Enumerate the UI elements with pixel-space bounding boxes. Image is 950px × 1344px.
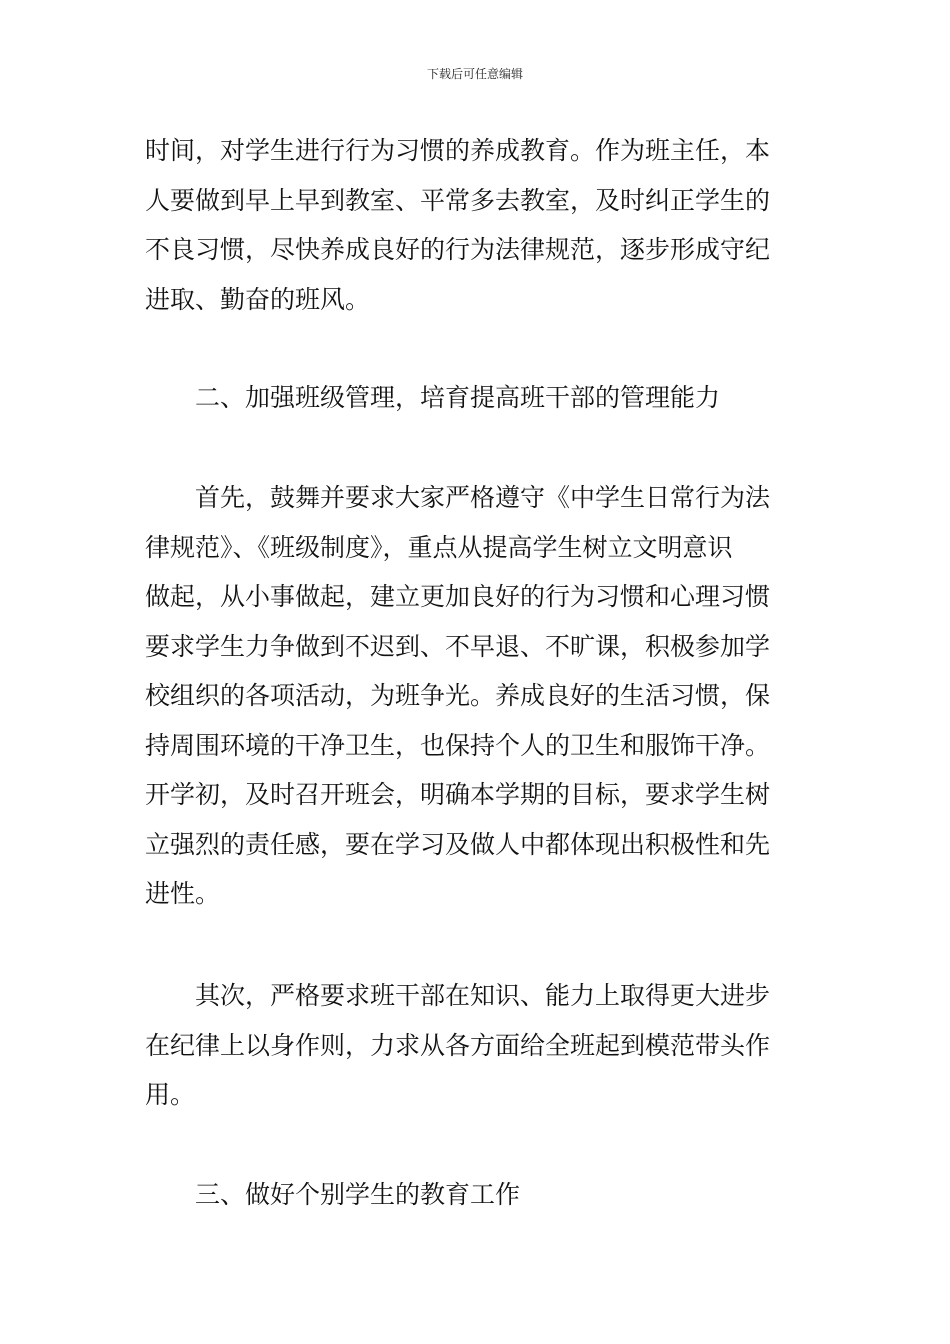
paragraph-line: 在纪律上以身作则，力求从各方面给全班起到模范带头作 <box>145 1030 771 1060</box>
paragraph-line: 用。 <box>145 1080 196 1109</box>
heading-text: 三、做好个别学生的教育工作 <box>195 1180 521 1209</box>
paragraph-line: 立强烈的责任感，要在学习及做人中都体现出积极性和先 <box>145 829 771 859</box>
section-heading-3 <box>145 1170 809 1220</box>
paragraph-2 <box>145 473 809 919</box>
section-heading-2 <box>145 373 809 423</box>
paragraph-1 <box>145 126 809 324</box>
paragraph-line: 持周围环境的干净卫生，也保持个人的卫生和服饰干净。 <box>145 730 771 760</box>
paragraph-line: 校组织的各项活动，为班争光。养成良好的生活习惯，保 <box>145 681 771 710</box>
paragraph-line: 要求学生力争做到不迟到、不早退、不旷课，积极参加学 <box>145 631 771 661</box>
paragraph-line: 人要做到早上早到教室、平常多去教室，及时纠正学生的 <box>145 185 771 215</box>
paragraph-line: 首先，鼓舞并要求大家严格遵守《中学生日常行为法 <box>195 483 771 512</box>
paragraph-3 <box>145 971 809 1120</box>
paragraph-line: 不良习惯，尽快养成良好的行为法律规范，逐步形成守纪 <box>145 235 771 264</box>
paragraph-line: 做起，从小事做起，建立更加良好的行为习惯和心理习惯 <box>145 582 771 611</box>
paragraph-line: 律规范》、《班级制度》，重点从提高学生树立文明意识 <box>145 532 733 562</box>
paragraph-line: 进取、勤奋的班风。 <box>145 284 371 314</box>
paragraph-line: 时间，对学生进行行为习惯的养成教育。作为班主任，本 <box>145 136 771 165</box>
paragraph-line: 进性。 <box>145 879 221 908</box>
paragraph-line: 开学初，及时召开班会，明确本学期的目标，要求学生树 <box>145 780 771 809</box>
paragraph-line: 其次，严格要求班干部在知识、能力上取得更大进步 <box>195 981 771 1010</box>
page-header: 下载后可任意编辑 <box>426 67 523 81</box>
heading-text: 二、加强班级管理，培育提高班干部的管理能力 <box>195 383 721 412</box>
